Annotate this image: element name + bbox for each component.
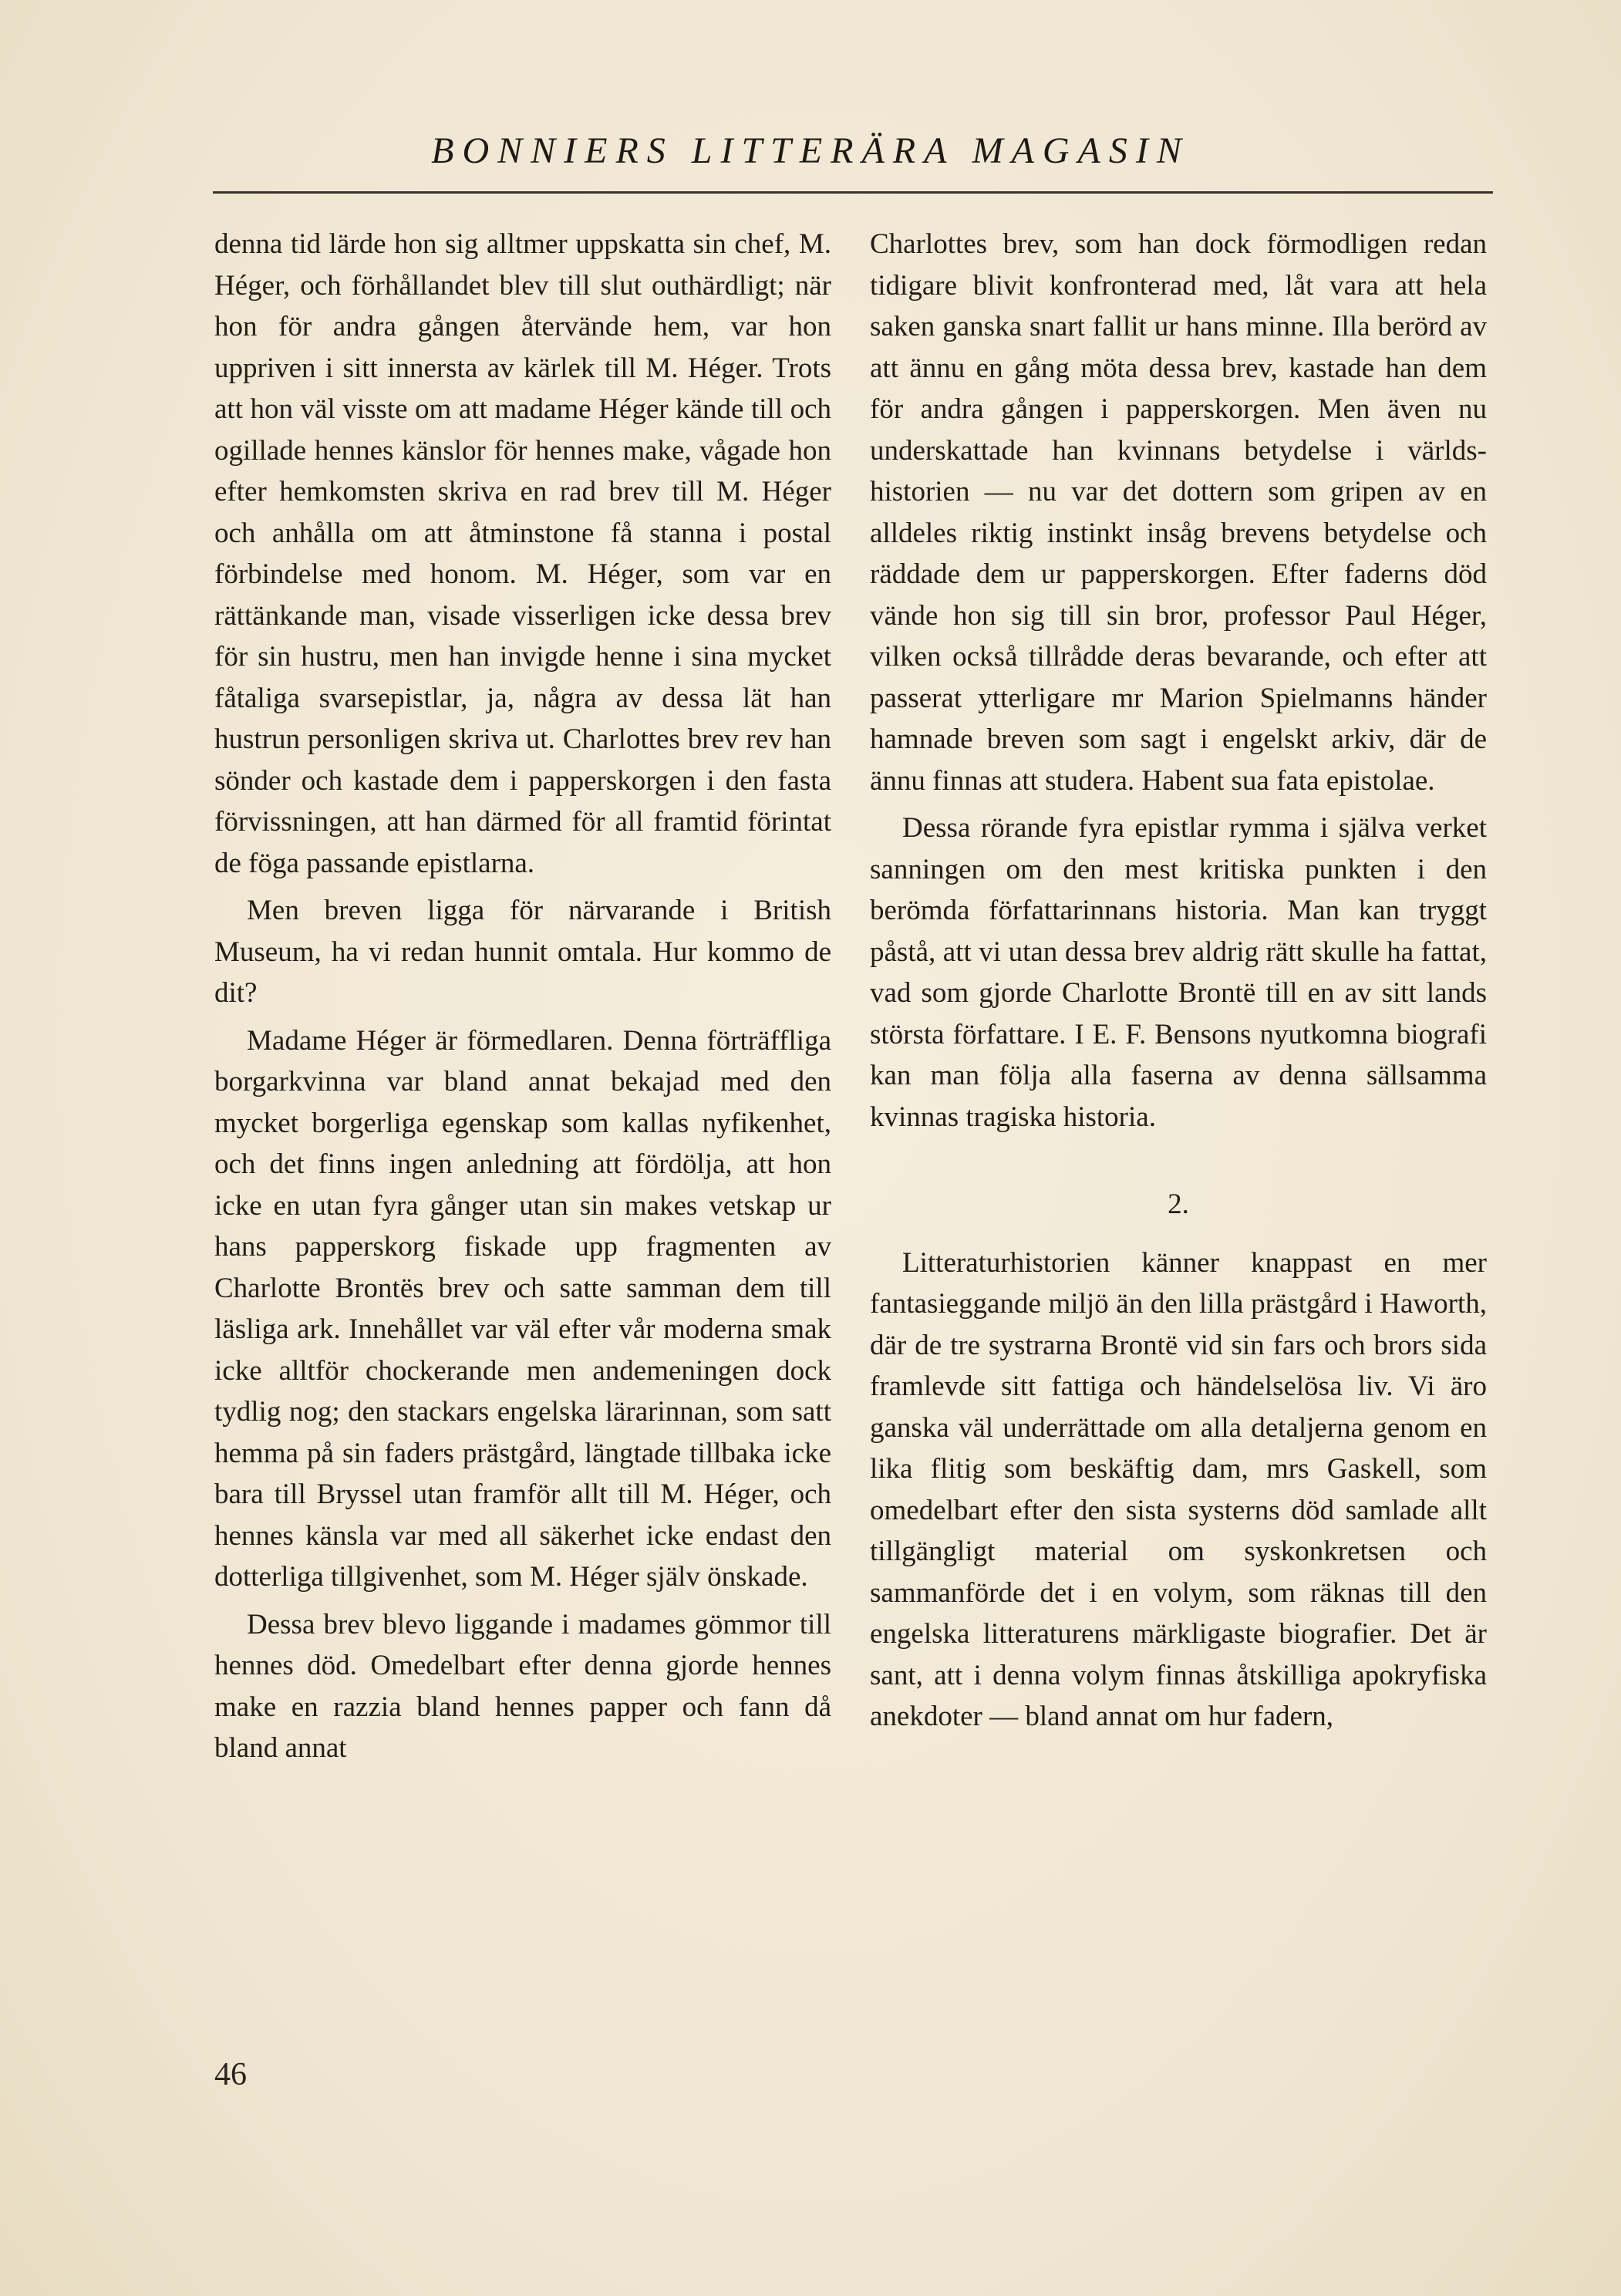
paragraph: Charlottes brev, som han dock förmodligen redan tidigare blivit konfronterad med, låt vara att hela saken ganska snart fallit ur hans minne. Illa berörd av att ännu en gång möta dessa brev, kastade han dem för andra gången i papperskorgen. Men även nu underskattade han kvinnans betydelse i världshistorien — nu var det dottern som gripen av en alldeles riktig instinkt insåg brevens betydelse och räddade dem ur papperskorgen. Efter faderns död vände hon sig till sin bror, professor Paul Héger, vilken också tillrådde deras bevarande, och efter att passerat ytterligare mr Marion Spielmanns händer hamnade breven som sagt i engelskt arkiv, där de ännu finnas att studera. Habent sua fata epistolae. (870, 228, 1487, 797)
paragraph: denna tid lärde hon sig alltmer uppskatta sin chef, M. Héger, och förhållandet blev till slut outhärdligt; när hon för andra gången återvände hem, var hon uppriven i sitt innersta av kärlek till M. Héger. Trots att hon väl visste om att madame Héger kände till och ogillade hennes känslor för hennes make, vågade hon efter hemkomsten skriva en rad brev till M. Héger och anhålla om att åtminstone få stanna i postal förbindelse med honom. M. Héger, som var en rättänkande man, visade visserligen icke dessa brev för sin hustru, men han invigde henne i sina mycket fåtaliga svarsepistlar, ja, några av dessa lät han hustrun personligen skriva ut. Charlottes brev rev han sönder och kastade dem i papperskorgen i den fasta förvissningen, att han därmed för all framtid förintat de föga passande epistlarna. (214, 228, 831, 879)
paragraph: Dessa rörande fyra epistlar rymma i själva verket sanningen om den mest kritiska punkten i den berömda författarinnans historia. Man kan tryggt påstå, att vi utan dessa brev aldrig rätt skulle ha fattat, vad som gjorde Charlotte Brontë till en av sitt lands största författare. I E. F. Bensons nyutkomna biografi kan man följa alla faserna av denna sällsamma kvinnas tragiska historia. (870, 812, 1487, 1133)
page-number: 46 (214, 2057, 247, 2092)
left-column (214, 224, 831, 1775)
paragraph: Men breven ligga för närvarande i British Museum, ha vi redan hunnit omtala. Hur kommo de dit? (214, 895, 831, 1009)
header-rule (213, 191, 1493, 194)
paragraph: Madame Héger är förmedlaren. Denna förträffliga borgarkvinna var bland annat bekajad med den mycket borgerliga egenskap som kallas nyfikenhet, och det finns ingen anledning att fördölja, att hon icke en utan fyra gånger utan sin makes vetskap ur hans papperskorg fiskade upp fragmenten av Charlotte Brontës brev och satte samman dem till läsliga ark. Innehållet var väl efter vår moderna smak icke alltför chockerande men andemeningen dock tydlig nog; den stackars engelska lärarinnan, som satt hemma på sin faders prästgård, längtade tillbaka icke bara till Bryssel utan framför allt till M. Héger, och hennes känsla var med all säkerhet icke endast den dotterliga tillgivenhet, som M. Héger själv önskade. (214, 1024, 831, 1593)
paragraph: Dessa brev blevo liggande i madames gömmor till hennes död. Omedelbart efter denna gjorde hennes make en razzia bland hennes papper och fann då bland annat (214, 1608, 831, 1764)
section-number: 2. (1168, 1188, 1189, 1220)
paragraph: Litteraturhistorien känner knappast en mer fantasieggande miljö än den lilla prästgård i Haworth, där de tre systrarna Brontë vid sin fars och brors sida framlevde sitt fattiga och händelselösa liv. Vi äro ganska väl underrättade om alla detaljerna genom en lika flitig som beskäftig dam, mrs Gaskell, som omedelbart efter den sista systerns död samlade allt tillgängligt material om syskonkretsen och sammanförde det i en volym, som räknas till den engelska litteraturens märkligaste biografier. Det är sant, att i denna volym finnas åtskilliga apokryfiska anekdoter — bland annat om hur fadern, (870, 1246, 1487, 1732)
running-header: BONNIERS LITTERÄRA MAGASIN (431, 130, 1190, 171)
right-column (870, 224, 1487, 1744)
